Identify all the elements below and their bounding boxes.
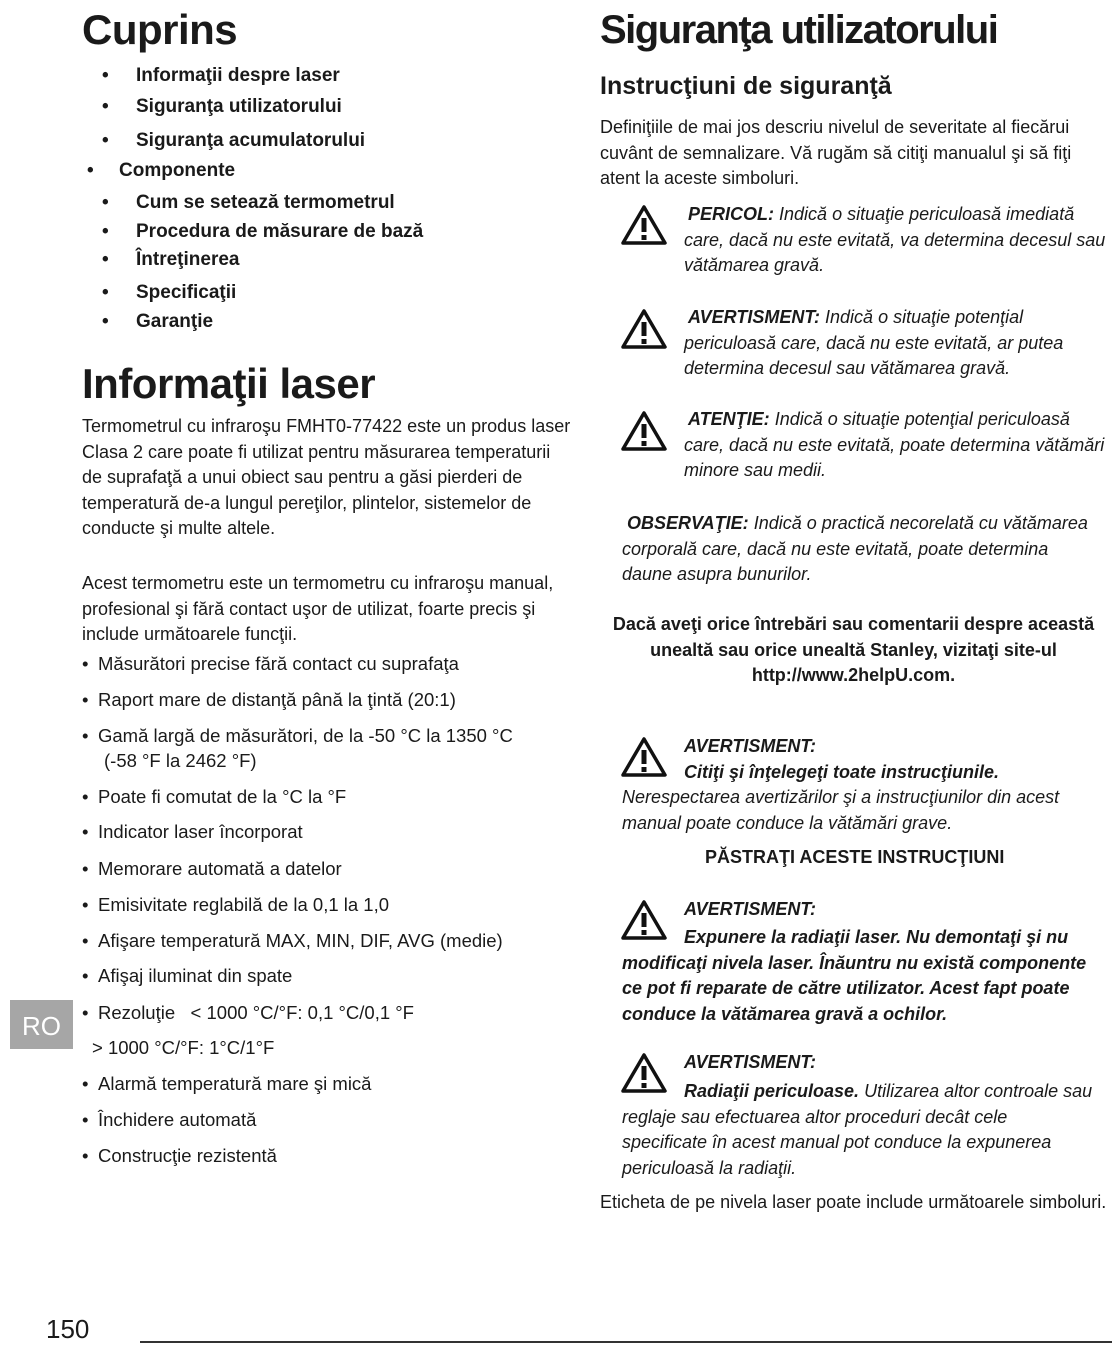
laser-info-title: Informaţii laser	[82, 360, 376, 407]
support-link[interactable]: http://www.2helpU.com.	[751, 665, 956, 685]
feature-list	[82, 652, 582, 1180]
caution-definition: ATENŢIE: Indică o situaţie potenţial periculoasă care, dacă nu este evitată, poate determina vătămări minore sau medii.	[684, 409, 1105, 480]
features-paragraph: Acest termometru este un termometru cu infraroşu manual, profesional şi fără contact uşor de utilizat, foarte precis şi include următoarele funcţii.	[82, 573, 554, 644]
user-safety-title: Siguranţa utilizatorului	[600, 8, 998, 52]
safety-instructions-subtitle: Instrucţiuni de siguranţă	[600, 72, 892, 100]
toc-item[interactable]: • Componente	[87, 160, 236, 181]
toc-item[interactable]: • Informaţii despre laser	[102, 65, 340, 86]
signal-words-intro: Definiţiile de mai jos descriu nivelul de severitate al fiecărui cuvânt de semnalizare. Vă rugăm să citiţi manualul şi să fiţi atent la aceste simboluri.	[600, 117, 1072, 188]
toc-item[interactable]: • Procedura de măsurare de bază	[102, 220, 424, 242]
warning-heading: Citiţi şi înţelegeţi toate instrucţiunile.	[684, 762, 1000, 782]
save-instructions: PĂSTRAŢI ACESTE INSTRUCŢIUNI	[705, 847, 1005, 867]
list-item: • Gamă largă de măsurători, de la -50 °C la 1350 °C	[82, 725, 513, 746]
contents-title: Cuprins	[82, 6, 238, 53]
list-item: • Construcţie rezistentă	[82, 1145, 277, 1166]
table-of-contents	[87, 64, 540, 340]
list-item: • Poate fi comutat de la °C la °F	[82, 786, 347, 807]
warning-label: AVERTISMENT:	[684, 736, 817, 756]
warning-label: AVERTISMENT:	[684, 899, 817, 919]
list-item-continuation: (-58 °F la 2462 °F)	[104, 750, 257, 771]
warning-triangle-icon	[620, 308, 668, 350]
list-item: • Indicator laser încorporat	[82, 821, 303, 842]
warning-triangle-icon	[620, 204, 668, 246]
list-item: • Alarmă temperatură mare şi mică	[82, 1073, 372, 1094]
warning-label: AVERTISMENT:	[684, 1052, 817, 1072]
notice-definition: OBSERVAŢIE: Indică o practică necorelată cu vătămarea corporală care, dacă nu este evitată, poate determina daune asupra bunurilor.	[622, 513, 1088, 584]
contact-info: Dacă aveţi orice întrebări sau comentarii despre această unealtă sau orice unealtă Stanley, vizitaţi site-ul http://www.2helpU.com.	[612, 614, 1095, 685]
footer-divider	[140, 1341, 1112, 1343]
warning-text: Nerespectarea avertizărilor şi a instrucţiunilor din acest manual poate conduce la vătămări grave.	[622, 787, 1060, 833]
toc-item[interactable]: • Specificaţii	[102, 281, 237, 303]
list-item: • Rezoluţie < 1000 °C/°F: 0,1 °C/0,1 °F	[82, 1002, 414, 1023]
list-item: • Memorare automată a datelor	[82, 858, 342, 879]
laser-warning-text: Expunere la radiaţii laser. Nu demontaţi şi nu modificaţi nivela laser. Înăuntru nu există componente ce pot fi reparate de către utilizator. Acest fapt poate conduce la vătămarea gravă a ochilor.	[622, 927, 1087, 1024]
warning-triangle-icon	[620, 736, 668, 778]
list-item: • Măsurători precise fără contact cu suprafaţa	[82, 653, 459, 674]
list-item: • Emisivitate reglabilă de la 0,1 la 1,0	[82, 894, 390, 915]
list-item: • Afişare temperatură MAX, MIN, DIF, AVG (medie)	[82, 930, 503, 951]
list-item: • Afişaj iluminat din spate	[82, 965, 293, 986]
language-tab: RO	[10, 1000, 73, 1049]
list-item: • Închidere automată	[82, 1109, 257, 1130]
toc-item[interactable]: • Siguranţa acumulatorului	[102, 130, 366, 151]
list-item: • Raport mare de distanţă până la ţintă (20:1)	[82, 689, 456, 710]
danger-definition: PERICOL: Indică o situaţie periculoasă imediată care, dacă nu este evitată, va determina decesul sau vătămarea gravă.	[684, 204, 1106, 275]
list-item-continuation: > 1000 °C/°F: 1°C/1°F	[92, 1037, 275, 1058]
page-number: 150	[46, 1314, 90, 1344]
toc-item[interactable]: • Cum se setează termometrul	[102, 192, 395, 213]
toc-item[interactable]: • Garanţie	[102, 311, 214, 332]
toc-item[interactable]: • Siguranţa utilizatorului	[102, 95, 342, 117]
radiation-warning-text: Radiaţii periculoase. Utilizarea altor controale sau reglaje sau efectuarea altor proceduri decât cele specificate în acest manual pot conduce la expunerea periculoasă la radiaţii.	[622, 1081, 1093, 1178]
intro-paragraph: Termometrul cu infraroşu FMHT0-77422 este un produs laser Clasa 2 care poate fi utilizat pentru măsurarea temperaturii de suprafaţă a unui obiect sau pentru a găsi pierderi de temperatură de-a lungul pereţilor, plintelor, sistemelor de conducte şi multe altele.	[82, 416, 571, 538]
warning-definition: AVERTISMENT: Indică o situaţie potenţial periculoasă care, dacă nu este evitată, ar putea determina decesul sau vătămarea gravă.	[684, 307, 1064, 378]
toc-item[interactable]: • Întreţinerea	[102, 249, 240, 270]
warning-triangle-icon	[620, 410, 668, 452]
label-symbols-note: Eticheta de pe nivela laser poate include următoarele simboluri.	[600, 1192, 1107, 1212]
